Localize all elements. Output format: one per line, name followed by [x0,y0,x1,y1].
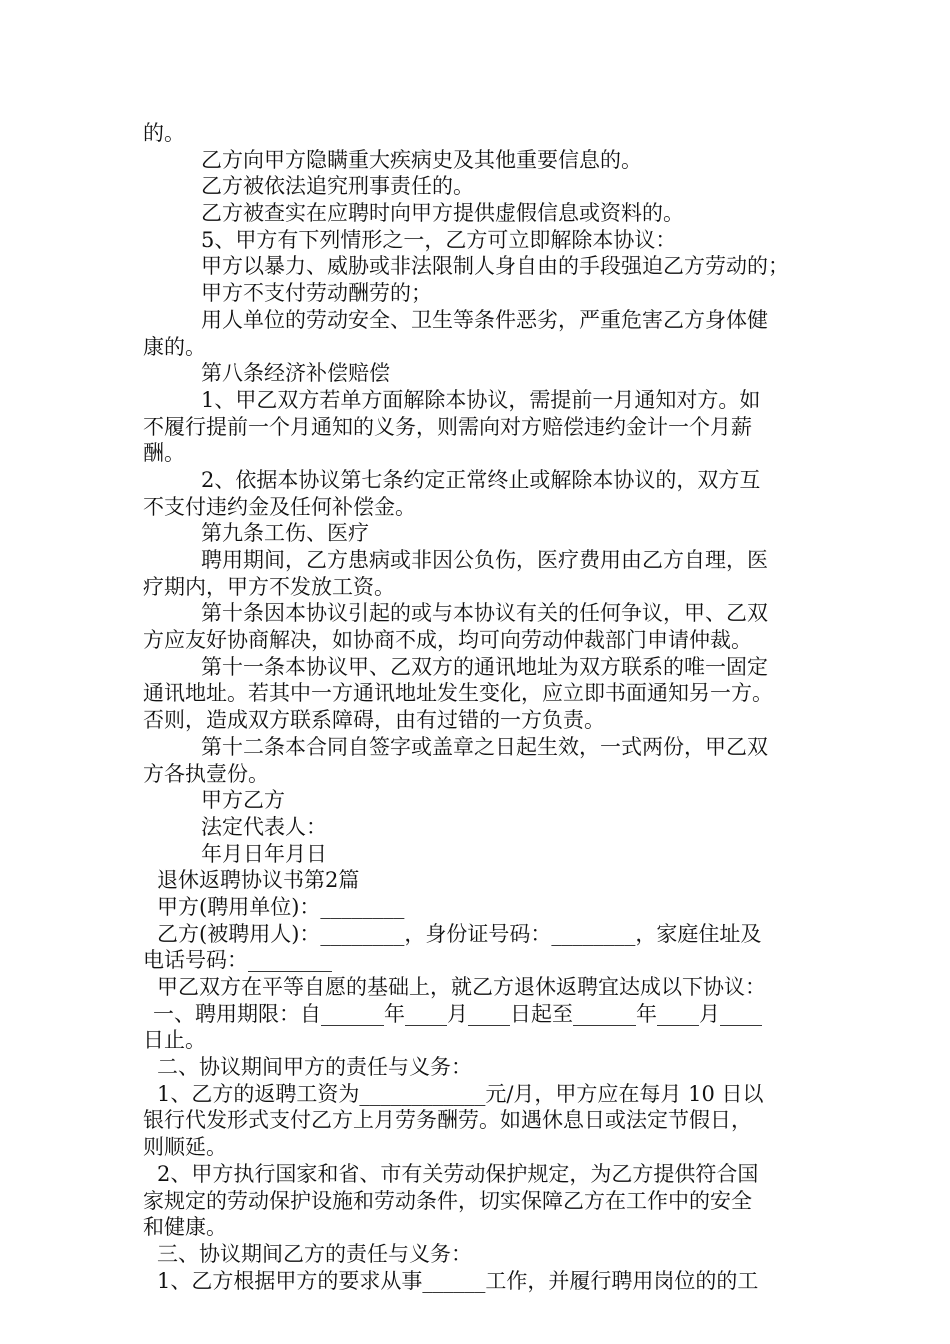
text-line: 电话号码：________ [143,948,332,973]
text-line: 和健康。 [143,1215,227,1240]
text-line: 甲方(聘用单位)：________ [157,894,405,919]
text-line: 方各执壹份。 [143,761,269,786]
text-line: 1、甲乙双方若单方面解除本协议，需提前一月通知对方。如 [201,387,761,412]
text-line: 乙方向甲方隐瞒重大疾病史及其他重要信息的。 [201,147,642,172]
signature-line: 法定代表人： [201,814,327,839]
text-line: 甲方以暴力、威胁或非法限制人身自由的手段强迫乙方劳动的； [201,254,789,279]
text-line: 第十二条本合同自签字或盖章之日起生效，一式两份，甲乙双 [201,734,768,759]
text-line: 则顺延。 [143,1135,227,1160]
text-line: 乙方(被聘用人)：________，身份证号码：________，家庭住址及 [157,921,762,946]
text-line: 1、乙方根据甲方的要求从事______工作，并履行聘用岗位的的工 [157,1268,759,1293]
text-line: 聘用期间，乙方患病或非因公负伤，医疗费用由乙方自理，医 [201,548,768,572]
text-line: 2、依据本协议第七条约定正常终止或解除本协议的，双方互 [201,467,761,492]
text-line: 康的。 [143,334,206,359]
text-line: 的。 [143,121,185,145]
signature-line: 甲方乙方 [201,788,285,813]
text-line: 银行代发形式支付乙方上月劳务酬劳。如遇休息日或法定节假日， [143,1108,752,1133]
text-line: 2、甲方执行国家和省、市有关劳动保护规定，为乙方提供符合国 [157,1161,759,1186]
text-line: 日止。 [143,1028,206,1053]
text-line: 酬。 [143,441,185,466]
text-line: 甲方不支付劳动酬劳的； [201,281,432,306]
text-line: 不履行提前一个月通知的义务，则需向对方赔偿违约金计一个月薪 [143,414,752,439]
text-line: 乙方被查实在应聘时向甲方提供虚假信息或资料的。 [201,201,684,226]
section-heading: 第九条工伤、医疗 [201,521,369,546]
text-line: 1、乙方的返聘工资为____________元/月，甲方应在每月 10 日以 [157,1081,764,1106]
text-line: 第十条因本协议引起的或与本协议有关的任何争议，甲、乙双 [201,601,768,626]
document-title: 退休返聘协议书第2篇 [157,868,360,893]
text-line: 第十一条本协议甲、乙双方的通讯地址为双方联系的唯一固定 [201,654,768,679]
text-line: 用人单位的劳动安全、卫生等条件恶劣，严重危害乙方身体健 [201,307,768,332]
document-body [143,120,811,1294]
signature-line: 年月日年月日 [201,841,327,866]
section-heading: 三、协议期间乙方的责任与义务： [157,1241,472,1266]
text-line: 否则，造成双方联系障碍，由有过错的一方负责。 [143,708,605,733]
text-line: 疗期内，甲方不发放工资。 [143,574,395,599]
text-line: 一、聘用期限：自______年____月____日起至______年____月____ [153,1001,762,1026]
section-heading: 二、协议期间甲方的责任与义务： [157,1055,472,1080]
text-line: 方应友好协商解决，如协商不成，均可向劳动仲裁部门申请仲裁。 [143,628,752,653]
text-line: 5、甲方有下列情形之一，乙方可立即解除本协议： [201,227,677,252]
text-line: 通讯地址。若其中一方通讯地址发生变化，应立即书面通知另一方。 [143,681,773,706]
text-line: 不支付违约金及任何补偿金。 [143,494,416,519]
section-heading: 第八条经济补偿赔偿 [201,361,390,386]
text-line: 家规定的劳动保护设施和劳动条件，切实保障乙方在工作中的安全 [143,1188,752,1213]
text-line: 乙方被依法追究刑事责任的。 [201,174,474,199]
text-line: 甲乙双方在平等自愿的基础上，就乙方退休返聘宜达成以下协议： [157,975,766,999]
